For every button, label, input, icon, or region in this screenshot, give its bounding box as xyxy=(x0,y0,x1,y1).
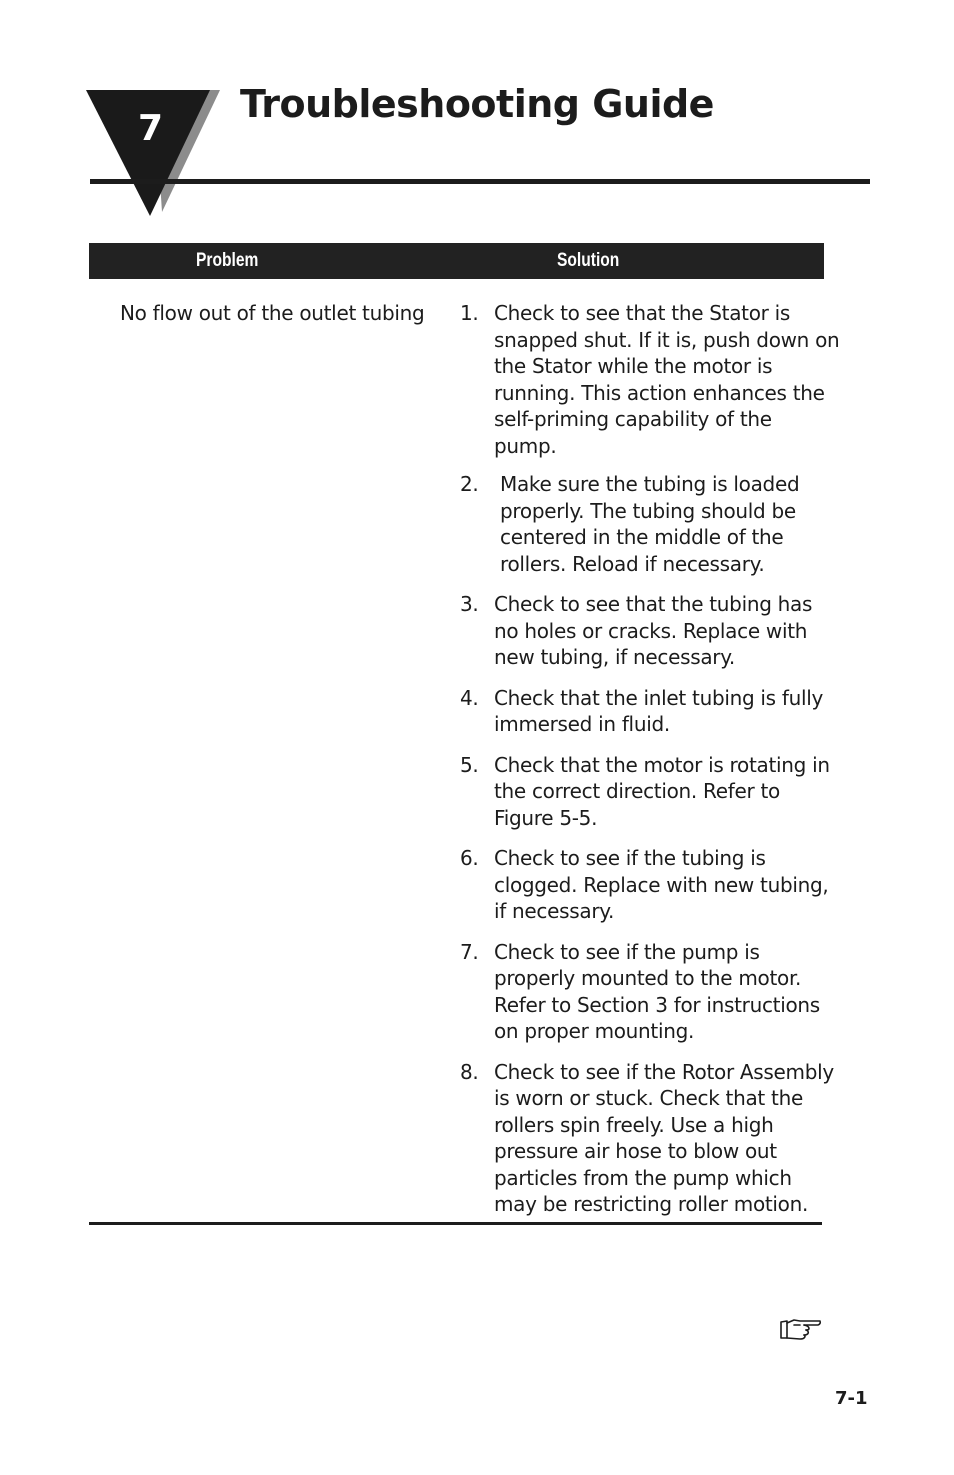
column-header-solution: Solution xyxy=(557,250,620,271)
solution-item xyxy=(460,685,840,738)
step-text: Check that the inlet tubing is fully immersed in fluid. xyxy=(494,685,824,736)
solution-item xyxy=(460,939,840,1045)
table-bottom-divider xyxy=(89,1222,822,1225)
step-number: 2. xyxy=(460,472,479,496)
table-header xyxy=(89,243,824,279)
step-text: Check to see if the pump is properly mounted to the motor. Refer to Section 3 for instructions on proper mounting. xyxy=(494,939,820,1043)
title-divider xyxy=(90,179,870,184)
step-number: 8. xyxy=(460,1059,479,1084)
page-title: Troubleshooting Guide xyxy=(240,82,714,126)
step-number: 5. xyxy=(460,752,479,777)
step-number: 3. xyxy=(460,592,479,616)
step-text: Check to see if the tubing is clogged. Replace with new tubing, if necessary. xyxy=(494,846,829,923)
chapter-number: 7 xyxy=(138,108,164,149)
solution-item xyxy=(460,752,840,832)
step-number: 1. xyxy=(460,301,479,325)
step-text: Check to see if the Rotor Assembly is worn or stuck. Check that the rollers spin freely. Use a high pressure air hose to blow out particles from the pump which may be restricting roller motion. xyxy=(494,1059,834,1216)
page-number: 7-1 xyxy=(835,1388,868,1409)
solution-item xyxy=(460,1059,840,1218)
step-number: 4. xyxy=(460,685,479,710)
solution-list xyxy=(460,300,840,1218)
pointing-hand-icon xyxy=(778,1316,822,1342)
solution-item xyxy=(460,845,840,925)
step-text: Check to see that the tubing has no holes or cracks. Replace with new tubing, if necessary. xyxy=(494,592,813,669)
step-text: Check that the motor is rotating in the correct direction. Refer to Figure 5-5. xyxy=(494,752,830,830)
solution-item xyxy=(460,300,840,459)
step-number: 6. xyxy=(460,846,479,870)
solution-item xyxy=(460,471,840,577)
step-text: Make sure the tubing is loaded properly. The tubing should be centered in the middle of the rollers. Reload if necessary. xyxy=(500,472,800,576)
problem-description: No flow out of the outlet tubing xyxy=(120,301,425,325)
step-text: Check to see that the Stator is snapped shut. If it is, push down on the Stator while the motor is running. This action enhances the self-priming capability of the pump. xyxy=(494,301,840,458)
column-header-problem: Problem xyxy=(196,250,259,271)
solution-item xyxy=(460,591,840,671)
step-number: 7. xyxy=(460,939,479,964)
